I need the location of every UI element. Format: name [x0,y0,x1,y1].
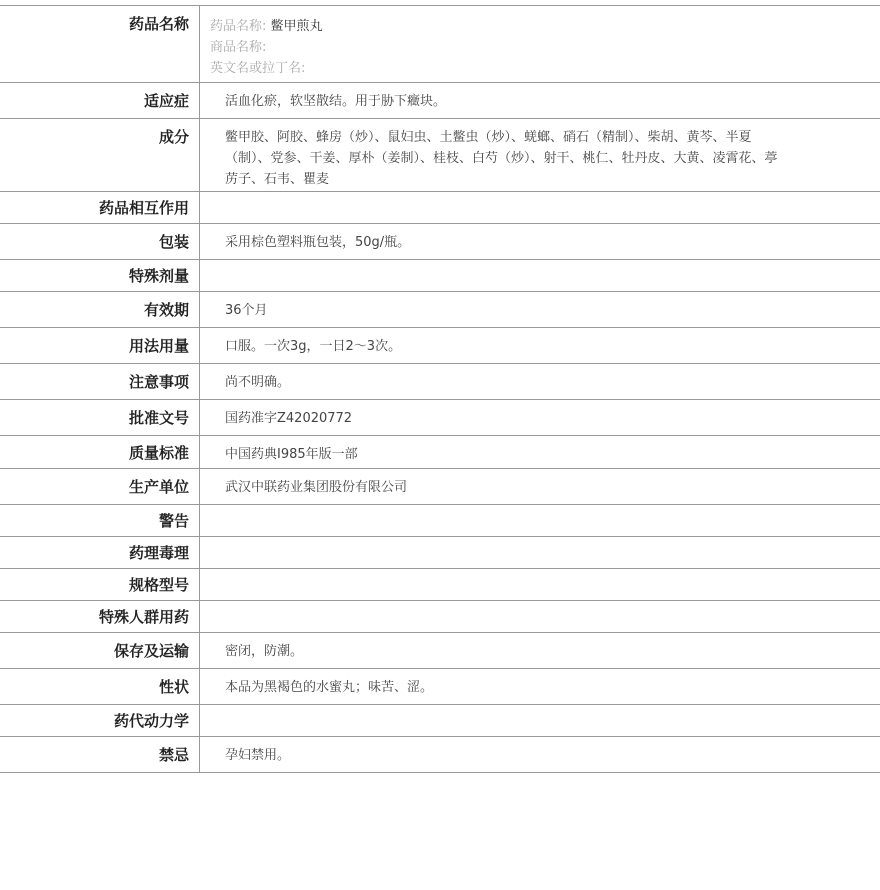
row-precautions [0,364,880,400]
row-value: 国药准字Z42020772 [225,411,353,426]
row-label: 警告 [0,505,200,536]
row-pharmacology [0,537,880,569]
generic-name-line [210,16,870,37]
row-label: 药代动力学 [0,705,200,736]
row-shelf-life [0,292,880,328]
row-value [200,260,880,291]
row-label: 药品名称 [0,6,200,82]
row-label: 禁忌 [0,737,200,772]
row-label: 生产单位 [0,469,200,504]
english-name-line [210,58,870,79]
row-value: 武汉中联药业集团股份有限公司 [225,480,408,495]
row-label: 特殊剂量 [0,260,200,291]
row-label: 规格型号 [0,569,200,600]
generic-name-value: 鳖甲煎丸 [270,19,323,34]
drug-name-block [200,6,880,82]
row-value [200,192,880,223]
row-packaging [0,224,880,260]
row-label: 成分 [0,119,200,191]
row-special-populations [0,601,880,633]
row-warnings [0,505,880,537]
row-value: 鳖甲胶、阿胶、蜂房（炒）、鼠妇虫、土鳖虫（炒）、蜣螂、硝石（精制）、柴胡、黄芩、半夏（制）、党参、干姜、厚朴（姜制）、桂枝、白芍（炒）、射干、桃仁、牡丹皮、大黄、凌霄花、葶苈子、石韦、瞿麦 [225,130,778,187]
row-label: 有效期 [0,292,200,327]
row-label: 注意事项 [0,364,200,399]
row-value: 本品为黑褐色的水蜜丸；味苦、涩。 [225,680,434,695]
row-value: 尚不明确。 [225,375,291,390]
row-specification [0,569,880,601]
row-value: 36个月 [225,303,268,318]
row-approval-number [0,400,880,436]
row-label: 保存及运输 [0,633,200,668]
row-description [0,669,880,705]
english-name-key: 英文名或拉丁名: [210,61,306,76]
row-label: 药品相互作用 [0,192,200,223]
row-label: 性状 [0,669,200,704]
row-label: 药理毒理 [0,537,200,568]
row-ingredients [0,119,880,192]
row-drug-name [0,5,880,83]
row-label: 批准文号 [0,400,200,435]
generic-name-key: 药品名称: [210,19,271,34]
row-contraindications [0,737,880,773]
row-label: 特殊人群用药 [0,601,200,632]
row-value [200,569,880,600]
row-label: 用法用量 [0,328,200,363]
row-value: 孕妇禁用。 [225,748,291,763]
trade-name-key: 商品名称: [210,40,267,55]
row-label: 适应症 [0,83,200,118]
drug-info-table [0,5,880,773]
row-manufacturer [0,469,880,505]
row-label: 包装 [0,224,200,259]
row-quality-standard [0,436,880,469]
row-storage [0,633,880,669]
row-special-dosage [0,260,880,292]
row-dosage [0,328,880,364]
row-pharmacokinetics [0,705,880,737]
row-value [200,705,880,736]
row-value [200,505,880,536]
row-value: 采用棕色塑料瓶包装，50g/瓶。 [225,235,411,250]
row-value: 密闭，防潮。 [225,644,304,659]
row-label: 质量标准 [0,436,200,468]
row-value: 中国药典I985年版一部 [225,447,358,462]
trade-name-line [210,37,870,58]
row-value [200,537,880,568]
row-interactions [0,192,880,224]
row-value [200,601,880,632]
row-indications [0,83,880,119]
row-value: 口服。一次3g，一日2～3次。 [225,339,402,354]
row-value: 活血化瘀，软坚散结。用于胁下癥块。 [225,94,447,109]
